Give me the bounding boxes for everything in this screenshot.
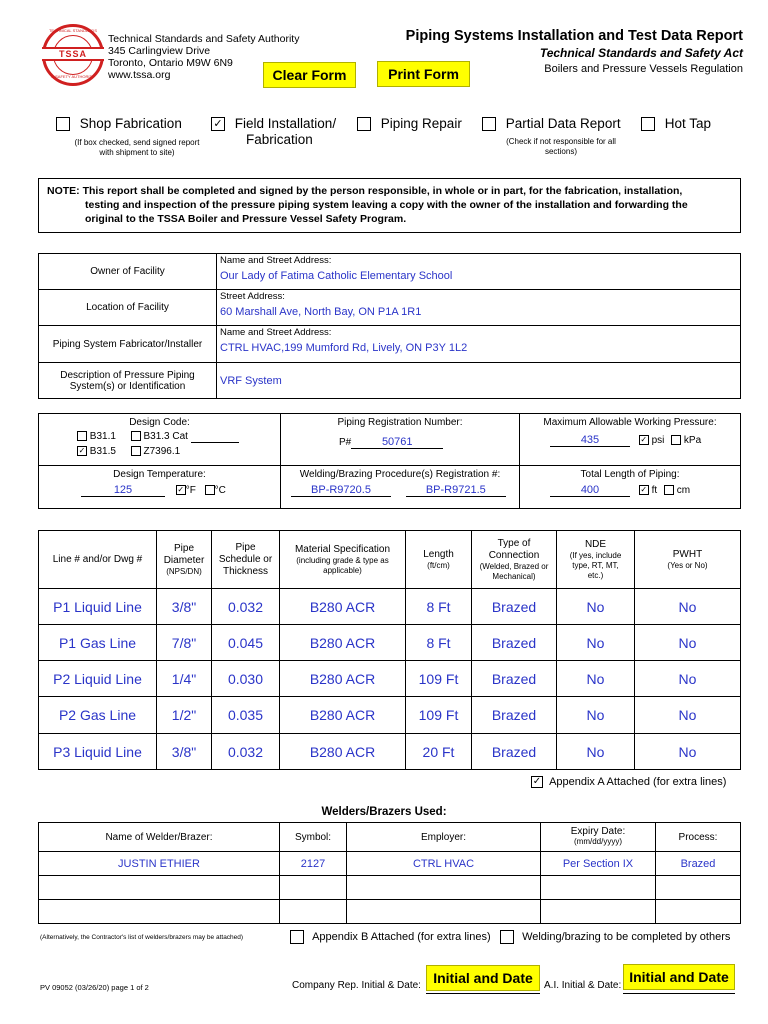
facility-table [38,253,741,399]
owner-row [39,254,741,290]
cm-label: cm [676,485,691,496]
registration-cell [281,414,520,466]
welder-expiry-cell[interactable] [541,900,656,924]
thickness-cell[interactable]: 0.030 [212,661,280,697]
fabricator-field[interactable] [217,326,741,363]
material-cell[interactable]: B280 ACR [280,589,406,625]
b313-cat-field[interactable] [191,431,239,443]
total-length-row [550,484,740,497]
partial-data-option [482,116,621,131]
connection-cell[interactable]: Brazed [472,697,557,734]
registration-label: Piping Registration Number: [337,417,463,428]
header-connection-3: (Welded, Brazed or Mechanical) [479,561,549,581]
welder-employer-header: Employer: [347,823,541,852]
welder-employer-cell[interactable]: CTRL HVAC [347,852,541,876]
header-material [280,531,406,589]
hot-tap-checkbox[interactable] [641,117,655,131]
header-material-1: Material Specification [294,543,391,555]
material-cell[interactable]: B280 ACR [280,697,406,734]
pwht-cell[interactable]: No [635,661,741,697]
owner-field[interactable] [217,254,741,290]
fabricator-value: CTRL HVAC,199 Mumford Rd, Lively, ON P3Y 1L2 [220,342,468,354]
pwht-cell[interactable]: No [635,625,741,661]
registration-prefix: P# [339,437,352,448]
header-nde-1: NDE [584,538,607,550]
org-address-line2: Toronto, Ontario M9W 6N9 [108,57,233,69]
table-row [39,661,741,697]
ft-label: ft [651,485,658,496]
b311-label: B31.1 [89,431,116,442]
note-text-2: testing and inspection of the pressure piping system leaving a copy with the owner of the installation and forwarding the [85,199,688,211]
header-schedule [212,531,280,589]
header-diameter-2: Diameter [163,554,205,566]
connection-cell[interactable]: Brazed [472,589,557,625]
fahrenheit-checkbox[interactable]: ✓ [177,485,185,495]
welder-process-cell[interactable] [656,876,741,900]
partial-data-hint: (Check if not responsible for all sections) [506,137,616,156]
form-id: PV 09052 (03/26/20) page 1 of 2 [40,983,149,992]
fabricator-sublabel: Name and Street Address: [220,327,332,338]
shop-fabrication-hint: (If box checked, send signed report with shipment to site) [74,138,200,157]
connection-cell[interactable]: Brazed [472,734,557,770]
b315-label: B31.5 [89,446,116,457]
pwht-cell[interactable]: No [635,589,741,625]
shop-fabrication-option [56,116,182,131]
mawp-cell [520,414,741,466]
diameter-cell[interactable]: 1/2" [157,697,212,734]
total-length-cell [520,466,741,509]
welder-name-header: Name of Welder/Brazer: [39,823,280,852]
header-schedule-3: Thickness [222,565,268,577]
partial-data-label: Partial Data Report [505,116,621,131]
clear-form-button[interactable]: Clear Form [263,62,356,88]
material-cell[interactable]: B280 ACR [280,661,406,697]
welder-employer-cell[interactable] [347,876,541,900]
header-connection-1: Type of [497,537,531,549]
org-website: www.tssa.org [108,69,171,81]
connection-cell[interactable]: Brazed [472,661,557,697]
page-subtitle: Technical Standards and Safety Act [539,46,743,60]
nde-cell[interactable]: No [557,661,635,697]
piping-repair-option [357,116,462,131]
pwht-cell[interactable]: No [635,697,741,734]
appendix-b-option [290,930,491,944]
material-cell[interactable]: B280 ACR [280,734,406,770]
header-line: Line # and/or Dwg # [39,531,157,589]
temperature-cell [39,466,281,509]
celsius-checkbox[interactable] [205,485,215,495]
note-text-1: This report shall be completed and signed by the person responsible, in whole or in part, for the fabrication, installation, [82,185,683,197]
header-material-2: (including grade & type as applicable) [296,555,389,575]
mawp-value[interactable]: 435 [550,434,630,447]
celsius-label: °C [214,485,226,496]
psi-label: psi [651,435,665,446]
design-code-label: Design Code: [129,417,190,428]
piping-repair-checkbox[interactable] [357,117,371,131]
registration-value[interactable]: 50761 [351,436,443,449]
nde-cell[interactable]: No [557,697,635,734]
welders-table [38,822,741,924]
company-initial-date-button[interactable]: Initial and Date [426,965,540,991]
welders-title: Welders/Brazers Used: [321,806,447,818]
line-cell[interactable]: P3 Liquid Line [39,734,157,770]
welder-expiry-sub: (mm/dd/yyyy) [574,837,622,846]
ai-initial-label: A.I. Initial & Date: [544,980,622,991]
header-diameter [157,531,212,589]
regulation-label: Boilers and Pressure Vessels Regulation [544,63,743,75]
appendix-b-label: Appendix B Attached (for extra lines) [312,930,491,943]
header-pwht-1: PWHT [672,548,703,560]
company-rep-label: Company Rep. Initial & Date: [292,980,421,991]
alternative-list-note: (Alternatively, the Contractor's list of welders/brazers may be attached) [40,934,244,941]
welders-header-row [39,823,741,852]
note-label: NOTE: [47,185,80,197]
location-sublabel: Street Address: [220,291,285,302]
org-name: Technical Standards and Safety Authority [108,33,300,45]
length-cell[interactable]: 20 Ft [406,734,472,770]
welder-name-cell[interactable] [39,876,280,900]
welder-expiry-label: Expiry Date: [570,826,626,837]
registration-row [339,436,519,449]
header-schedule-1: Pipe [235,541,256,553]
length-cell[interactable]: 8 Ft [406,625,472,661]
connection-cell[interactable]: Brazed [472,625,557,661]
note-box [38,178,741,233]
logo-text: TSSA [42,47,104,61]
logo-arc-bottom: & SAFETY AUTHORITY [51,74,95,79]
location-value: 60 Marshall Ave, North Bay, ON P1A 1R1 [220,306,422,318]
hot-tap-label: Hot Tap [664,116,712,131]
header-pwht-2: (Yes or No) [667,560,708,570]
thickness-cell[interactable]: 0.035 [212,697,280,734]
procedure-label: Welding/Brazing Procedure(s) Registration #: [299,469,501,480]
welder-employer-cell[interactable] [347,900,541,924]
by-others-label: Welding/brazing to be completed by others [522,930,731,943]
header-connection-2: Connection [488,549,540,561]
procedure-row [291,484,519,497]
table-row [39,876,741,900]
table-row [39,900,741,924]
appendix-b-checkbox[interactable] [290,930,304,944]
diameter-cell[interactable]: 3/8" [157,734,212,770]
appendix-a-label: Appendix A Attached (for extra lines) [549,776,727,788]
org-address-line1: 345 Carlingview Drive [108,45,211,57]
mawp-row [550,434,740,447]
length-cell[interactable]: 109 Ft [406,697,472,734]
diameter-cell[interactable]: 1/4" [157,661,212,697]
header-length [406,531,472,589]
nde-cell[interactable]: No [557,625,635,661]
length-cell[interactable]: 8 Ft [406,589,472,625]
logo-arc-top: TECHNICAL STANDARDS [48,28,97,33]
location-label: Location of Facility [39,290,217,326]
table-row [39,589,741,625]
b311-checkbox[interactable] [77,431,87,441]
header-nde [557,531,635,589]
pwht-cell[interactable]: No [635,734,741,770]
line-cell[interactable]: P2 Liquid Line [39,661,157,697]
table-row [39,625,741,661]
welder-name-cell[interactable] [39,900,280,924]
header-connection [472,531,557,589]
description-value: VRF System [220,374,282,387]
total-length-value[interactable]: 400 [550,484,630,497]
b315-checkbox[interactable]: ✓ [78,446,86,456]
z7396-label: Z7396.1 [143,446,181,457]
welder-expiry-cell[interactable] [541,876,656,900]
line-cell[interactable]: P1 Liquid Line [39,589,157,625]
description-field[interactable] [217,363,741,399]
field-installation-option [211,116,336,131]
diameter-cell[interactable]: 3/8" [157,589,212,625]
page-title: Piping Systems Installation and Test Data Report [405,28,743,44]
shop-fabrication-label: Shop Fabrication [79,116,182,131]
design-code-cell [39,414,281,466]
ft-checkbox[interactable]: ✓ [640,485,648,495]
piping-repair-label: Piping Repair [380,116,462,131]
tssa-logo [42,24,104,86]
welder-symbol-cell[interactable] [280,876,347,900]
welder-name-cell[interactable]: JUSTIN ETHIER [39,852,280,876]
procedure-value-2[interactable]: BP-R9721.5 [406,484,506,497]
welder-symbol-cell[interactable]: 2127 [280,852,347,876]
print-form-button[interactable]: Print Form [377,61,470,87]
material-cell[interactable]: B280 ACR [280,625,406,661]
description-label-2: System(s) or Identification [69,380,186,392]
welder-symbol-cell[interactable] [280,900,347,924]
header-diameter-1: Pipe [173,542,194,554]
welder-process-header: Process: [656,823,741,852]
by-others-option [500,930,730,944]
description-row [39,363,741,399]
owner-sublabel: Name and Street Address: [220,255,332,266]
kpa-label: kPa [683,435,702,446]
psi-checkbox[interactable]: ✓ [640,435,648,445]
field-installation-label: Field Installation/ [234,116,337,131]
design-code-row-2 [77,446,280,457]
temperature-row [81,484,280,497]
mawp-label: Maximum Allowable Working Pressure: [543,417,717,428]
location-row [39,290,741,326]
note-text-3: original to the TSSA Boiler and Pressure Vessel Safety Program. [85,213,407,225]
nde-cell[interactable]: No [557,734,635,770]
kpa-checkbox[interactable] [671,435,681,445]
temperature-label: Design Temperature: [113,469,206,480]
table-row [39,697,741,734]
b313-label: B31.3 Cat [143,431,188,442]
table-row [39,734,741,770]
line-cell[interactable]: P1 Gas Line [39,625,157,661]
welder-expiry-header [541,823,656,852]
appendix-a-checkbox[interactable]: ✓ [532,776,542,788]
thickness-cell[interactable]: 0.032 [212,589,280,625]
header-length-2: (ft/cm) [427,560,450,570]
header-schedule-2: Schedule or [218,553,273,565]
lines-header-row [39,531,741,589]
owner-label: Owner of Facility [39,254,217,290]
fabricator-label: Piping System Fabricator/Installer [39,326,217,363]
diameter-cell[interactable]: 7/8" [157,625,212,661]
table-row [39,852,741,876]
nde-cell[interactable]: No [557,589,635,625]
description-label-1: Description of Pressure Piping [60,369,195,381]
header-diameter-3: (NPS/DN) [166,566,202,576]
owner-value: Our Lady of Fatima Catholic Elementary School [220,270,453,282]
welder-expiry-cell[interactable]: Per Section IX [541,852,656,876]
design-code-row-1 [77,431,280,443]
hot-tap-option [641,116,711,131]
temperature-value[interactable]: 125 [81,484,165,497]
procedure-value-1[interactable]: BP-R9720.5 [291,484,391,497]
by-others-checkbox[interactable] [500,930,514,944]
fabricator-row [39,326,741,363]
fahrenheit-label: °F [185,485,196,496]
welder-symbol-header: Symbol: [280,823,347,852]
total-length-label: Total Length of Piping: [580,469,680,480]
header-nde-2: (If yes, include type, RT, MT, etc.) [569,550,622,580]
field-installation-checkbox[interactable]: ✓ [211,117,225,131]
z7396-checkbox[interactable] [131,446,141,456]
cm-checkbox[interactable] [664,485,674,495]
description-label [39,363,217,399]
b313-checkbox[interactable] [131,431,141,441]
design-table [38,413,741,509]
welder-process-cell[interactable] [656,900,741,924]
shop-fabrication-checkbox[interactable] [56,117,70,131]
partial-data-checkbox[interactable] [482,117,496,131]
appendix-a-option [531,776,726,788]
procedure-cell [281,466,520,509]
thickness-cell[interactable]: 0.032 [212,734,280,770]
line-cell[interactable]: P2 Gas Line [39,697,157,734]
field-installation-label-2: Fabrication [246,132,313,147]
location-field[interactable] [217,290,741,326]
length-cell[interactable]: 109 Ft [406,661,472,697]
piping-lines-table [38,530,741,770]
header-length-1: Length [423,548,454,560]
thickness-cell[interactable]: 0.045 [212,625,280,661]
ai-initial-line [623,993,735,994]
welder-process-cell[interactable]: Brazed [656,852,741,876]
company-rep-line [426,993,540,994]
ai-initial-date-button[interactable]: Initial and Date [623,964,735,990]
header-pwht [635,531,741,589]
